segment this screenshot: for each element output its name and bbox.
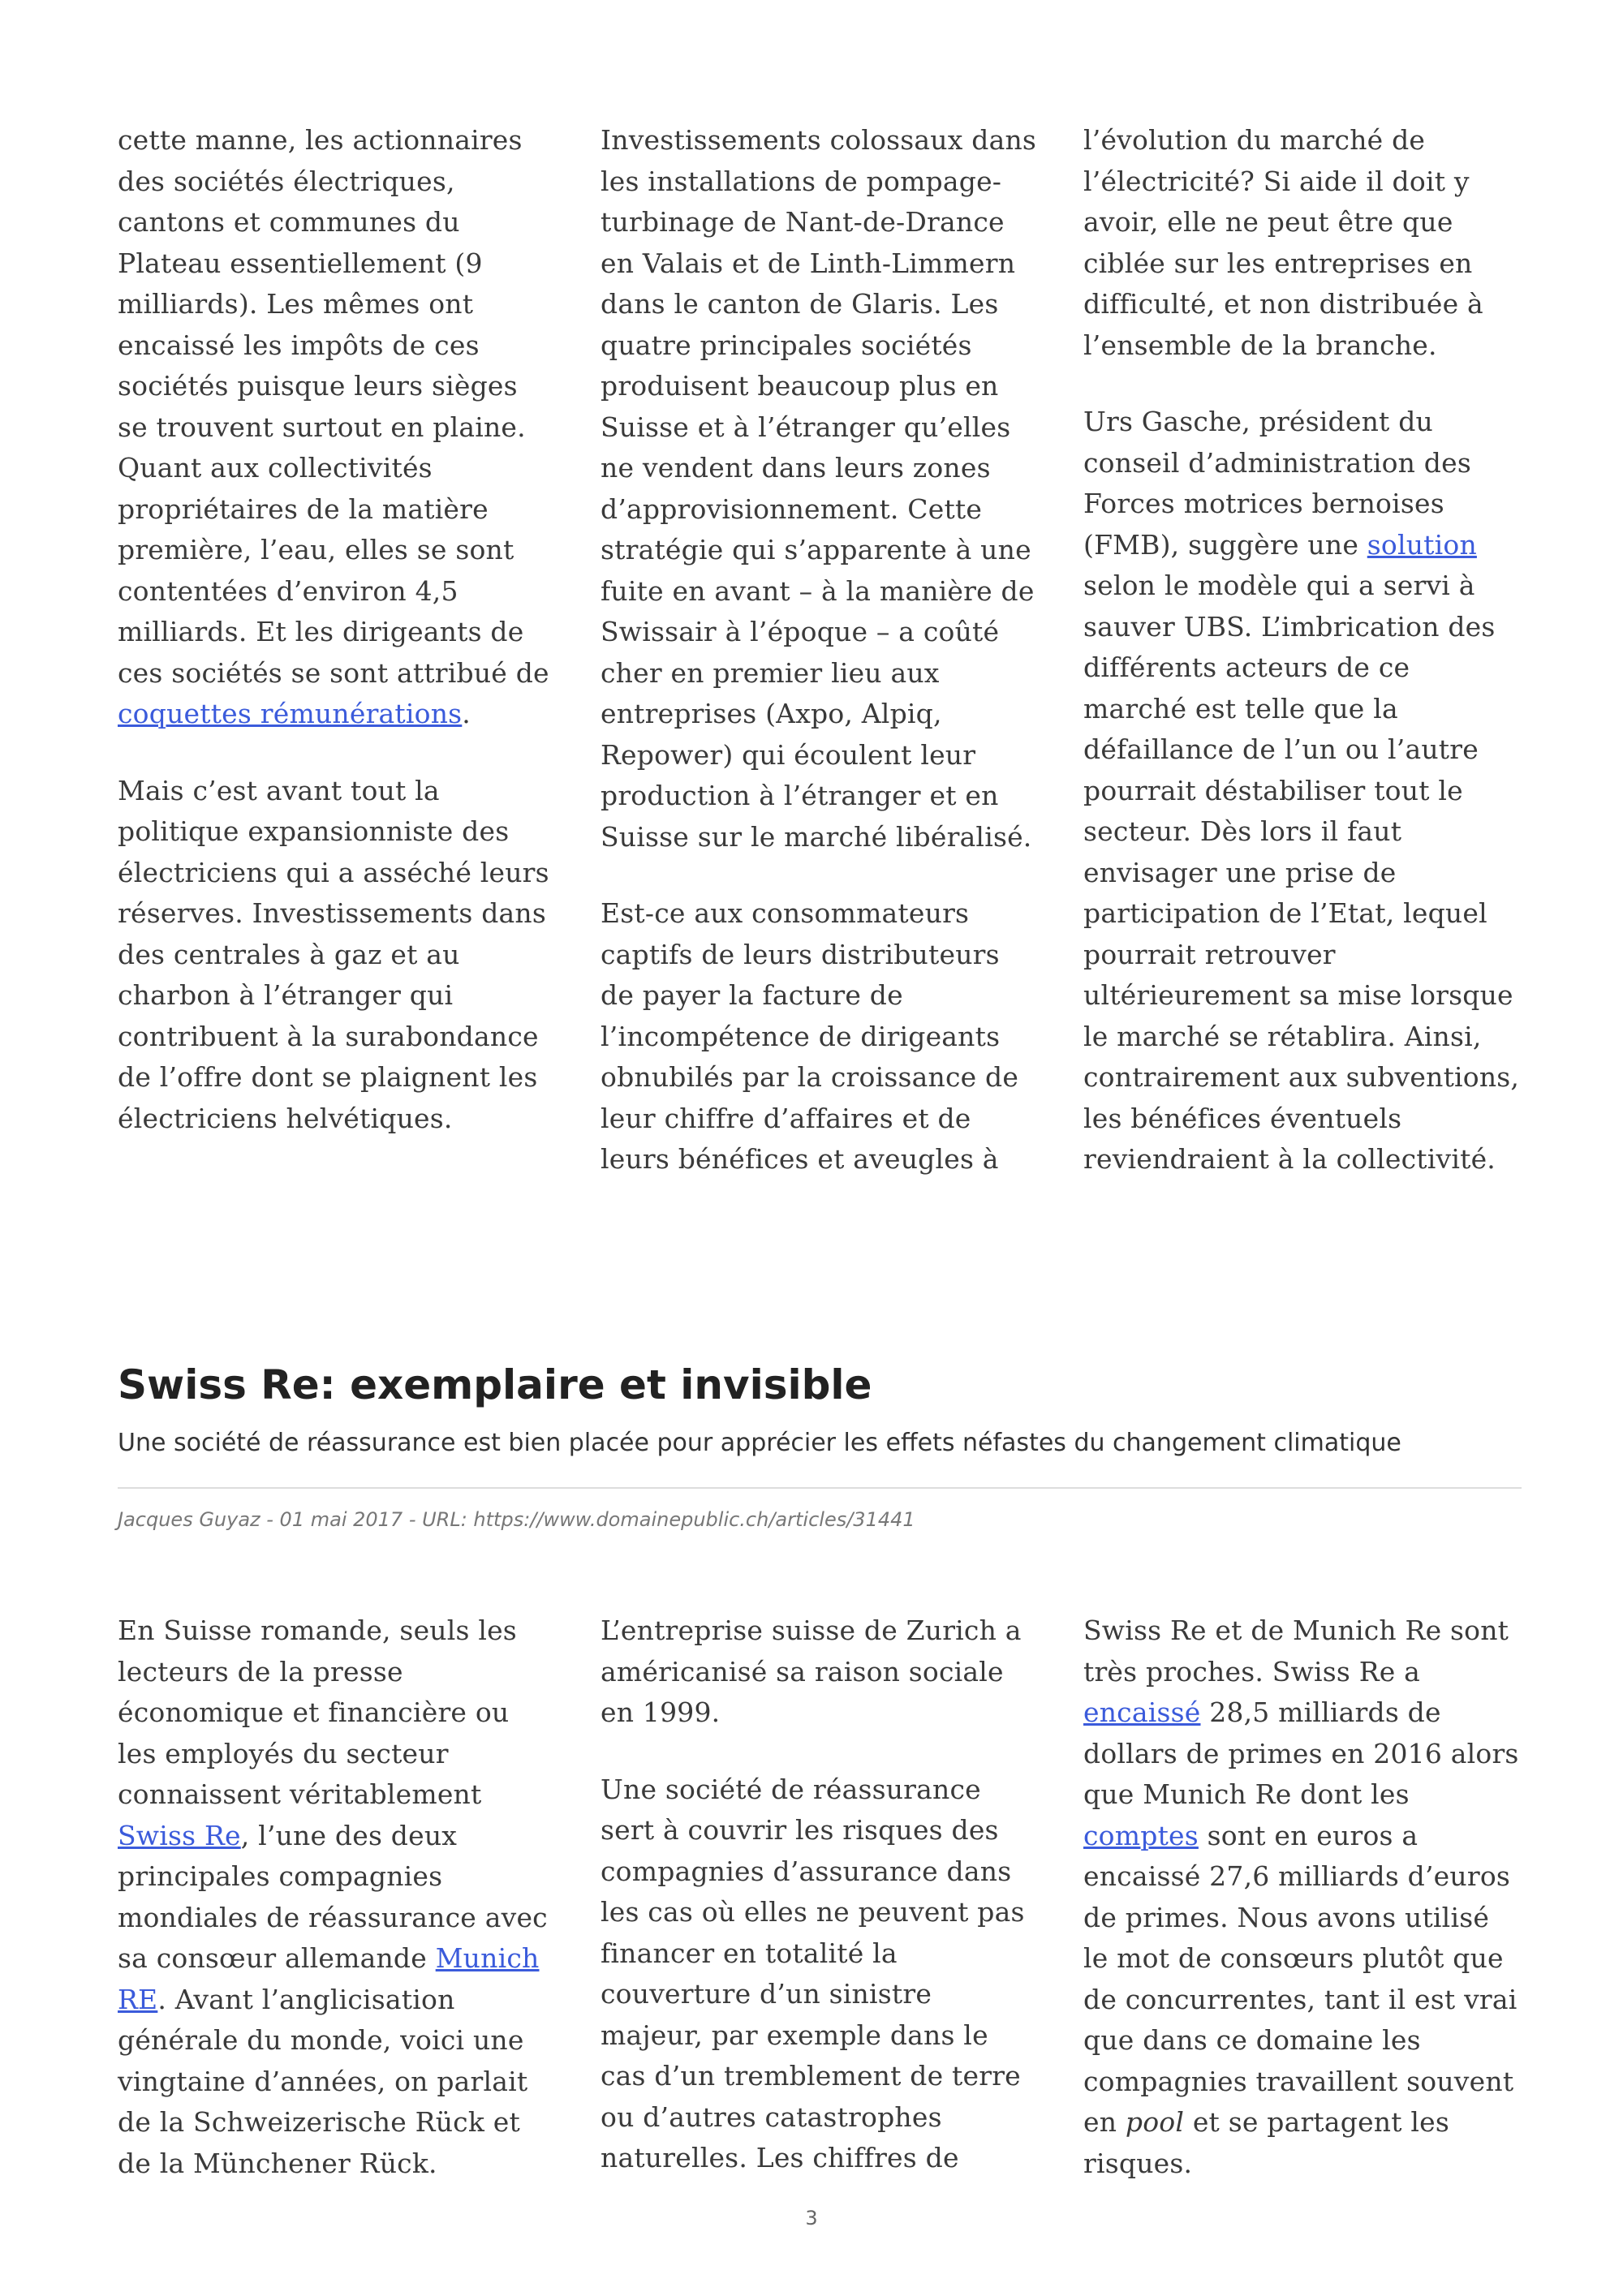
- munich-re-link[interactable]: Munich RE: [118, 1942, 540, 2015]
- article1-columns: [118, 120, 1522, 1180]
- article2-column-3: [1083, 1610, 1522, 2184]
- paragraph: L’entreprise suisse de Zurich a américanisé sa raison sociale en 1999.: [601, 1615, 1022, 1728]
- article2-header: [118, 1359, 1522, 1533]
- article2-column-2: [601, 1610, 1039, 2184]
- paragraph: l’évolution du marché de l’électricité? Si aide il doit y avoir, elle ne peut être que ciblée sur les entreprises en difficulté, et non distribuée à l’ensemble de la branche.: [1083, 124, 1483, 361]
- article-title: Swiss Re: exemplaire et invisible: [118, 1361, 872, 1408]
- divider: [118, 1487, 1522, 1489]
- paragraph: Investissements colossaux dans les installations de pompage-turbinage de Nant-de-Drance en Valais et de Linth-Limmern dans le canton de Glaris. Les quatre principales sociétés produisent beaucoup plus en Suisse et à l’étranger qu’elles ne vendent dans leurs zones d’approvisionnement. Cette stratégie qui s’apparente à une fuite en avant – à la manière de Swissair à l’époque – a coûté cher en premier lieu aux entreprises (Axpo, Alpiq, Repower) qui écoulent leur production à l’étranger et en Suisse sur le marché libéralisé.: [601, 124, 1037, 853]
- article2-column-1: [118, 1610, 556, 2184]
- paragraph: En Suisse romande, seuls les lecteurs de la presse économique et financière ou les employés du secteur connaissent véritablement Swiss Re, l’une des deux principales compagnies mondiales de réassurance avec sa consœur allemande Munich RE. Avant l’anglicisation générale du monde, voici une vingtaine d’années, on parlait de la Schweizerische Rück et de la Münchener Rück.: [118, 1615, 548, 2179]
- page-number: 3: [805, 2207, 818, 2229]
- article1-column-3: [1083, 120, 1522, 1180]
- article1-column-1: [118, 120, 556, 1180]
- encaisse-link[interactable]: encaissé: [1083, 1696, 1201, 1728]
- article1-column-2: [601, 120, 1039, 1180]
- paragraph: Une société de réassurance sert à couvrir les risques des compagnies d’assurance dans les cas où elles ne peuvent pas financer en totalité la couverture d’un sinistre majeur, par exemple dans le cas d’un tremblement de terre ou d’autres catastrophes naturelles. Les chiffres de: [601, 1773, 1025, 2173]
- paragraph: Est-ce aux consommateurs captifs de leurs distributeurs de payer la facture de l’incompétence de dirigeants obnubilés par la croissance de leur chiffre d’affaires et de leurs bénéfices et aveugles à: [601, 897, 1019, 1175]
- paragraph: Mais c’est avant tout la politique expansionniste des électriciens qui a asséché leurs réserves. Investissements dans des centrales à gaz et au charbon à l’étranger qui contribuent à la surabondance de l’offre dont se plaignent les électriciens helvétiques.: [118, 774, 549, 1134]
- solution-link[interactable]: solution: [1367, 528, 1477, 561]
- paragraph: cette manne, les actionnaires des sociétés électriques, cantons et communes du Plateau essentiellement (9 milliards). Les mêmes ont encaissé les impôts de ces sociétés puisque leurs sièges se trouvent surtout en plaine. Quant aux collectivités propriétaires de la matière première, l’eau, elles se sont contentées d’environ 4,5 milliards. Et les dirigeants de ces sociétés se sont attribué de coquettes rémunérations.: [118, 124, 549, 729]
- pool-emphasis: pool: [1125, 2106, 1185, 2138]
- article-subtitle: Une société de réassurance est bien placée pour apprécier les effets néfastes du changement climatique: [118, 1429, 1401, 1457]
- paragraph: Swiss Re et de Munich Re sont très proches. Swiss Re a encaissé 28,5 milliards de dollars de primes en 2016 alors que Munich Re dont les comptes sont en euros a encaissé 27,6 milliards d’euros de primes. Nous avons utilisé le mot de consœurs plutôt que de concurrentes, tant il est vrai que dans ce domaine les compagnies travaillent souvent en pool et se partagent les risques.: [1083, 1615, 1519, 2179]
- article-meta: Jacques Guyaz - 01 mai 2017 - URL: https://www.domainepublic.ch/articles/31441: [118, 1508, 915, 1531]
- coquettes-remunerations-link[interactable]: coquettes rémunérations: [118, 698, 463, 729]
- swiss-re-link[interactable]: Swiss Re: [118, 1819, 241, 1851]
- comptes-link[interactable]: comptes: [1083, 1819, 1199, 1851]
- article2-columns: [118, 1610, 1522, 2184]
- paragraph: Urs Gasche, président du conseil d’administration des Forces motrices bernoises (FMB), suggère une solution selon le modèle qui a servi à sauver UBS. L’imbrication des différents acteurs de ce marché est telle que la défaillance de l’un ou l’autre pourrait déstabiliser tout le secteur. Dès lors il faut envisager une prise de participation de l’Etat, lequel pourrait retrouver ultérieurement sa mise lorsque le marché se rétablira. Ainsi, contrairement aux subventions, les bénéfices éventuels reviendraient à la collectivité.: [1083, 406, 1520, 1175]
